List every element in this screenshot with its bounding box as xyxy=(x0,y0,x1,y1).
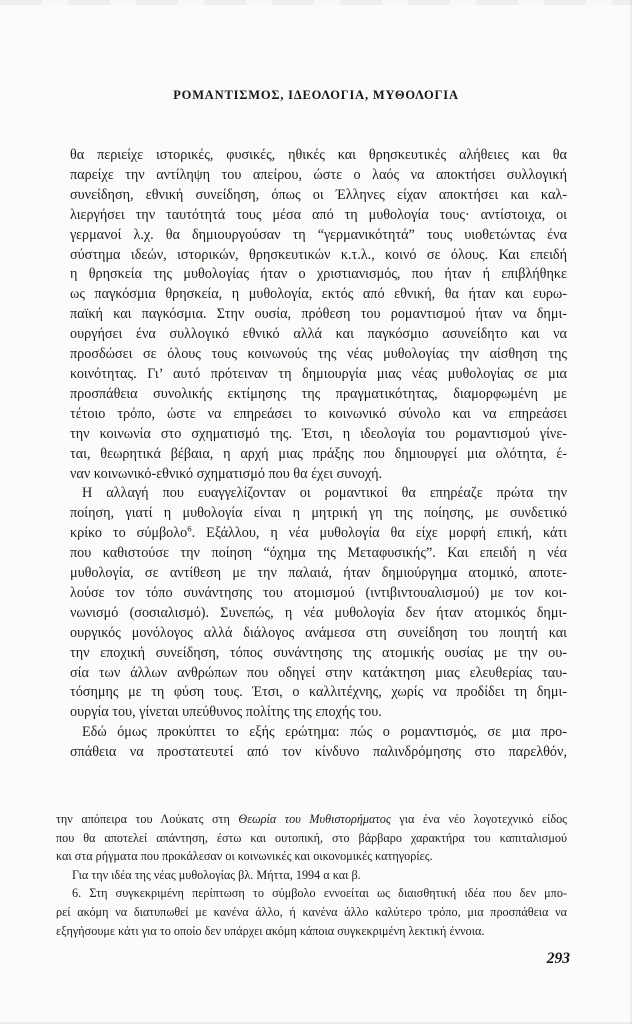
text-segment: σύστημα ιδεών, ιστορικών, θρησκευτικών κ.τ.λ., κοινό σε όλους. Και επειδή xyxy=(70,246,567,263)
page-number: 293 xyxy=(546,950,570,967)
text-line xyxy=(70,305,567,325)
scan-artifact-top-band xyxy=(0,0,632,5)
text-segment: τέτοιο τρόπο, ώστε να επηρεάσει το κοινωνικό σύνολο και να επηρεάσει xyxy=(70,405,567,422)
text-line xyxy=(56,810,567,829)
footnote-block xyxy=(56,866,567,885)
footnotes xyxy=(56,810,567,940)
text-line xyxy=(70,325,567,345)
text-segment: κοινότητας. Γι’ αυτό πρότειναν τη δημιουργία μιας νέας μυθολογίας σε μια xyxy=(70,365,567,382)
text-line xyxy=(70,484,567,504)
text-line xyxy=(70,226,567,246)
text-line xyxy=(70,703,567,723)
text-line xyxy=(70,445,567,465)
body-paragraph xyxy=(70,146,567,484)
text-line xyxy=(56,922,567,941)
italic-text: Θεωρία του Μυθιστορήματος xyxy=(238,812,391,826)
text-segment: νωνισμό (σοσιαλισμό). Συνεπώς, η νέα μυθολογία δεν ήταν ατομικός δημι- xyxy=(70,604,567,621)
text-segment: τόσημης με τη φύση τους. Έτσι, ο καλλιτέχνης, χωρίς να προδίδει τη δημι- xyxy=(70,684,567,701)
text-segment: ουργία του, γίνεται υπεύθυνος πολίτης της εποχής του. xyxy=(70,704,382,721)
text-segment: που θα αποτελεί απάντηση, έστω και ουτοπική, στο βάρβαρο χαρακτήρα του καπιταλισμού xyxy=(56,830,567,845)
body-paragraph xyxy=(70,723,567,763)
text-segment: ουργικός μονόλογος αλλά διάλογος ανάμεσα στη συνείδηση του ποιητή και xyxy=(70,624,567,641)
text-segment: θα περιείχε ιστορικές, φυσικές, ηθικές και θρησκευτικές αλήθειες και θα xyxy=(70,147,567,163)
text-segment: και στα ρήγματα που προκάλεσαν οι κοινωνικές και οικονομικές κατηγορίες. xyxy=(56,849,433,864)
text-segment: σία των άλλων ανθρώπων που οδηγεί στην κατάκτηση μιας ελευθερίας ταυ- xyxy=(70,664,567,681)
text-segment: λιεργήσει την ταυτότητά τους μέσα από τη μυθολογία τους· αντίστοιχα, οι xyxy=(70,206,567,223)
text-line xyxy=(56,903,567,922)
text-line xyxy=(70,166,567,186)
text-segment: η θρησκεία της μυθολογίας ήταν ο χριστιανισμός, που ήταν ή επιβλήθηκε xyxy=(70,266,567,283)
text-segment: παϊκή και παγκόσμια. Στην ουσία, πρόθεση του ρομαντισμού ήταν να δημι- xyxy=(70,306,567,323)
text-segment: προσδώσει σε όλους τους κοινωνούς της νέας μυθολογίας την αίσθηση της xyxy=(70,346,567,363)
text-segment: για ένα νέο λογοτεχνικό είδος xyxy=(390,812,567,826)
text-segment: την εποχική συνείδηση, τόπος συνάντησης της ατομικής ουσίας με την ου- xyxy=(70,644,567,661)
text-line xyxy=(56,884,567,903)
text-line xyxy=(70,345,567,365)
text-line xyxy=(70,285,567,305)
text-segment: γερμανοί λ.χ. θα δημιουργούσαν τη “γερμανικότητά” τους υιοθετώντας ένα xyxy=(70,226,567,243)
text-line xyxy=(70,624,567,644)
text-segment: Για την ιδέα της νέας μυθολογίας βλ. Μήττα, 1994 α και β. xyxy=(72,867,361,882)
text-segment: την απόπειρα του Λούκατς στη xyxy=(56,812,239,826)
text-line xyxy=(70,385,567,405)
text-segment: ρεί ακόμη να διατυπωθεί με κανένα άλλο, ή κανένα άλλο καλύτερο τρόπο, μια προσπάθεια να xyxy=(56,904,567,919)
text-line xyxy=(70,644,567,664)
text-segment: παρείχε την αντίληψη του απείρου, ώστε ο λαός να αποκτήσει συλλογική xyxy=(70,166,567,183)
text-line xyxy=(56,866,567,885)
text-line xyxy=(70,186,567,206)
text-segment: που καθιστούσε την ποίηση “όχημα της Μεταφυσικής”. Και επειδή η νέα xyxy=(70,545,567,562)
text-segment: ουργήσει ένα συλλογικό εθνικό αλλά και παγκόσμιο ασυνείδητο και να xyxy=(70,326,567,343)
text-line xyxy=(70,584,567,604)
body-paragraph xyxy=(70,484,567,723)
text-segment: ως παγκόσμια θρησκεία, η μυθολογία, εκτός από εθνική, θα ήταν και ευρω- xyxy=(70,286,567,303)
text-line xyxy=(70,504,567,524)
text-line xyxy=(70,664,567,684)
text-segment: κρίκο το σύμβολο xyxy=(70,525,188,542)
text-segment: εξηγήσουμε κάτι για το οποίο δεν υπάρχει ακόμη κάποια συγκεκριμένη λεκτική έννοια. xyxy=(56,923,485,938)
text-line xyxy=(56,847,567,866)
text-segment: 6. Στη συγκεκριμένη περίπτωση το σύμβολο εννοείται ως διαισθητική ιδέα που δεν μπο- xyxy=(72,886,567,901)
text-line xyxy=(70,544,567,564)
text-line xyxy=(70,524,567,544)
text-segment: ναν κοινωνικό-εθνικό σχηματισμό που θα έχει συνοχή. xyxy=(70,465,383,482)
body-text xyxy=(70,146,567,763)
footnote-reference: 6 xyxy=(187,523,192,534)
text-segment: Η αλλαγή που ευαγγελίζονταν οι ρομαντικοί θα επηρέαζε πρώτα την xyxy=(82,485,567,502)
text-line xyxy=(70,564,567,584)
text-line xyxy=(70,723,567,743)
text-line xyxy=(70,465,567,485)
page-title: ΡΟΜΑΝΤΙΣΜΟΣ, ΙΔΕΟΛΟΓΙΑ, ΜΥΘΟΛΟΓΙΑ xyxy=(173,88,459,102)
text-segment: λούσε τον τόπο συνάντησης του ατομισμού (ιντιβιντουαλισμού) με τον κοι- xyxy=(70,584,567,601)
text-line xyxy=(70,146,567,166)
text-line xyxy=(70,365,567,385)
text-segment: την κοινωνία στο σχηματισμό της. Έτσι, η ιδεολογία του ρομαντισμού γίνε- xyxy=(70,425,567,442)
footnote-block xyxy=(56,810,567,866)
text-segment: σπάθεια να προστατευτεί από τον κίνδυνο παλινδρόμησης στο παρελθόν, xyxy=(70,744,567,761)
text-segment: . Εξάλλου, η νέα μυθολογία θα είχε μορφή επική, κάτι xyxy=(191,525,568,542)
text-segment: μυθολογία, σε αντίθεση με την παλαιά, ήταν δημιούργημα ατομικό, αποτε- xyxy=(70,565,567,582)
text-segment: ται, θεωρητικά βέβαια, η αρχή μιας πράξης που δημιουργεί μια ολότητα, έ- xyxy=(70,445,567,462)
text-line xyxy=(70,246,567,266)
text-line xyxy=(70,743,567,763)
text-segment: συνείδηση, εθνική συνείδηση, όπως οι Έλληνες είχαν αποκτήσει και καλ- xyxy=(70,186,567,203)
text-line xyxy=(70,206,567,226)
text-segment: ποίηση, γιατί η μυθολογία είναι η μητρική γη της ποίησης, με συνδετικό xyxy=(70,505,567,522)
footnote-block xyxy=(56,884,567,940)
text-segment: προσπάθεια συνολικής εκτίμησης της πραγματικότητας, διαμορφωμένη με xyxy=(70,385,567,402)
text-line xyxy=(70,683,567,703)
text-line xyxy=(56,829,567,848)
text-line xyxy=(70,604,567,624)
text-segment: Εδώ όμως προκύπτει το εξής ερώτημα: πώς ο ρομαντισμός, σε μια προ- xyxy=(82,724,567,741)
text-line xyxy=(70,405,567,425)
text-line xyxy=(70,425,567,445)
text-line xyxy=(70,265,567,285)
